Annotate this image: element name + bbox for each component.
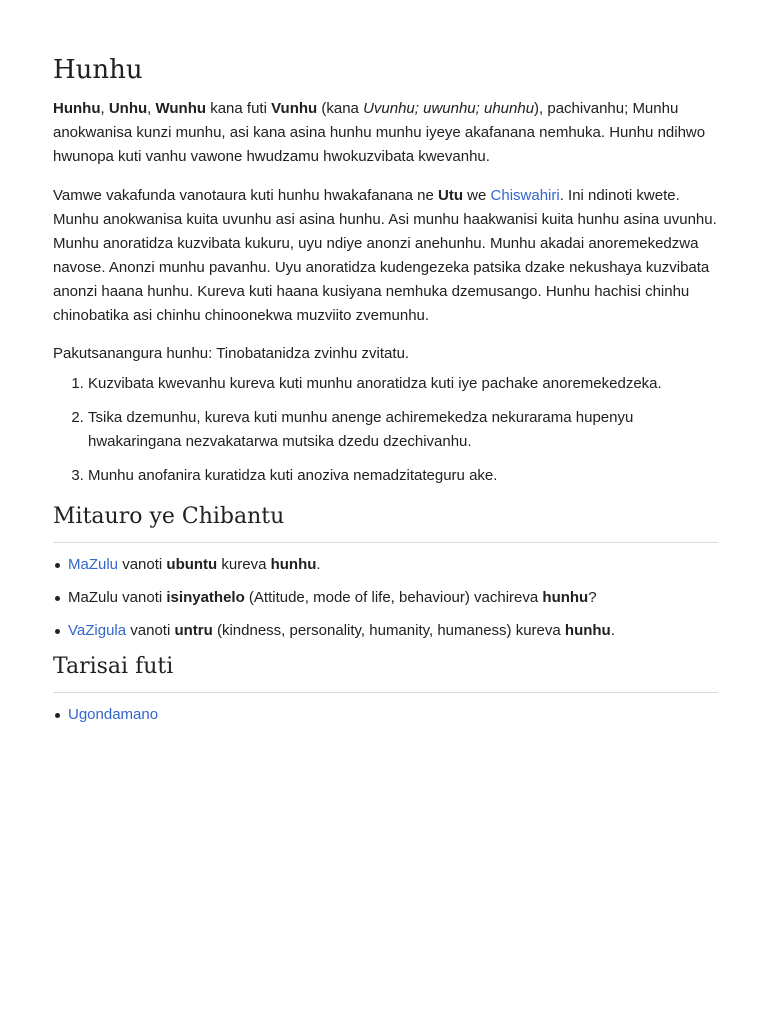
list-item: MaZulu vanoti ubuntu kureva hunhu.	[68, 553, 718, 577]
list-item: VaZigula vanoti untru (kindness, personality, humanity, humaness) kureva hunhu.	[68, 619, 718, 643]
intro-paragraph: Hunhu, Unhu, Wunhu kana futi Vunhu (kana Uvunhu; uwunhu; uhunhu), pachivanhu; Munhu anokwanisa kunzi munhu, asi kana asina hunhu munhu iyeye akafanana nemhuka. Hunhu ndihwo hwunopa kuti vanhu vawone hwudzamu hwokuzvibata kwevanhu.	[53, 100, 706, 165]
list-item: 2. Tsika dzemunhu, kureva kuti munhu anenge achiremekedza nekurarama hupenyu hwakaringana nezvakatarwa mutsika dzedu dzechivanhu.	[88, 406, 718, 454]
section-heading-mitauro: Mitauro ye Chibantu	[53, 502, 718, 543]
bold-term: Hunhu	[53, 100, 101, 117]
italic-variants: Uvunhu; uwunhu; uhunhu	[363, 100, 535, 117]
section-heading-tarisai: Tarisai futi	[53, 652, 718, 693]
chiswahiri-link[interactable]: Chiswahiri	[490, 187, 560, 204]
see-also-list	[53, 703, 718, 727]
definition-lead: Pakutsanangura hunhu: Tinobatanidza zvinhu zvitatu.	[53, 345, 410, 362]
vazigula-link[interactable]: VaZigula	[68, 622, 127, 639]
bold-term: Vunhu	[271, 100, 318, 117]
page-title: Hunhu	[53, 55, 143, 85]
bold-term: Utu	[438, 187, 463, 204]
mazulu-link[interactable]: MaZulu	[68, 556, 119, 573]
definition-list	[53, 372, 718, 488]
bold-term: Unhu	[108, 100, 148, 117]
list-item: 3. Munhu anofanira kuratidza kuti anoziva nemadzitateguru ake.	[88, 464, 718, 488]
ugondamano-link[interactable]: Ugondamano	[68, 706, 159, 723]
list-item: MaZulu vanoti isinyathelo (Attitude, mode of life, behaviour) vachireva hunhu?	[68, 586, 718, 610]
list-item	[68, 703, 718, 727]
bold-term: Wunhu	[155, 100, 207, 117]
body-paragraph: Vamwe vakafunda vanotaura kuti hunhu hwakafanana ne Utu we Chiswahiri. Ini ndinoti kwete. Munhu anokwanisa kuita uvunhu asi asina hunhu. Asi munhu haakwanisi kuita hunhu asina uvunhu. Munhu anoratidza kuzvibata kukuru, uyu ndiye anonzi anehunhu. Munhu akadai anoremekedzwa navose. Anonzi munhu pavanhu. Uyu anoratidza kudengezeka patsika dzake nekushaya kuzvibata anonzi haana hunhu. Kureva kuti haana kusiyana nemhuka dzemusango. Hunhu hachisi chinhu chinobatika asi chinhu chinoonekwa muzviito zvemunhu.	[53, 187, 717, 324]
list-item: 1. Kuzvibata kwevanhu kureva kuti munhu anoratidza kuti iye pachake anoremekedzeka.	[88, 372, 718, 396]
bantu-languages-list	[53, 553, 718, 643]
